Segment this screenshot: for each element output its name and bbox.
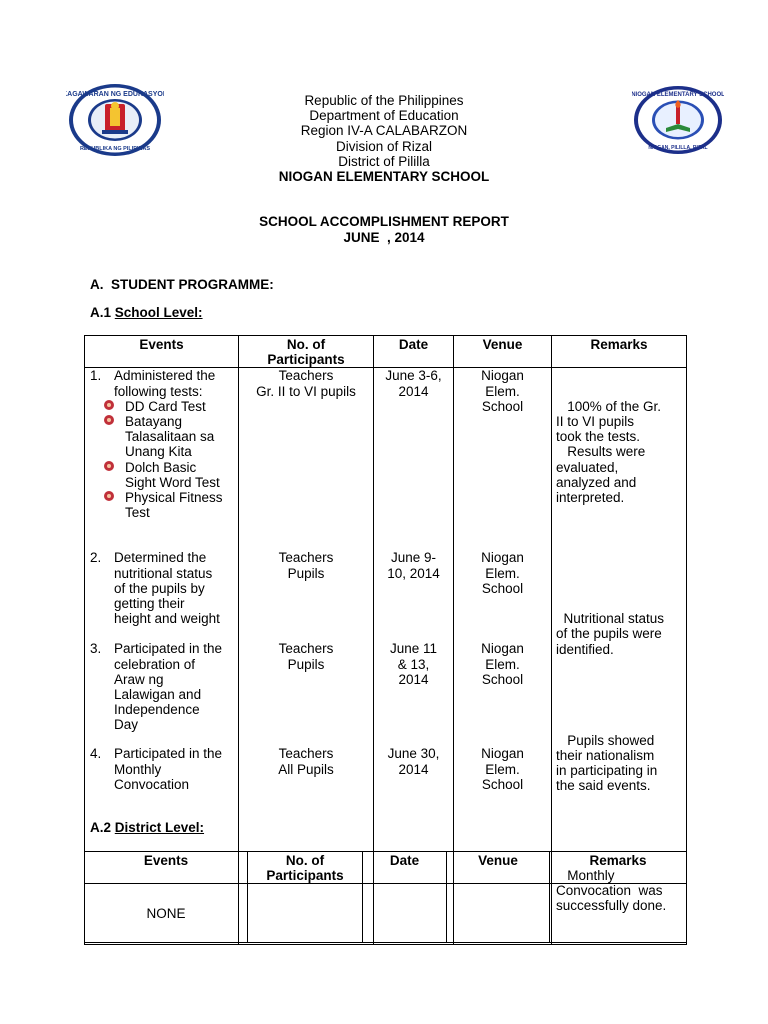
letterhead: [0, 93, 768, 184]
date-cell: [363, 884, 447, 943]
header-division: Division of Rizal: [335, 138, 433, 154]
col-date: Date: [374, 336, 454, 368]
col-events: Events: [85, 852, 248, 884]
header-department: Department of Education: [309, 108, 459, 124]
remarks-cell: [550, 884, 687, 943]
flower-bullet-icon: [102, 460, 125, 490]
report-title: SCHOOL ACCOMPLISHMENT REPORT: [259, 214, 509, 229]
svg-text:NIOGAN ELEMENTARY SCHOOL: NIOGAN ELEMENTARY SCHOOL: [632, 92, 724, 98]
flower-bullet-icon: [102, 490, 125, 520]
remarks-cell: 100% of the Gr. II to VI pupils took the tests. Results were evaluated, analyzed and interpreted. Nutritional status of the pupils were identified. Pupils showed their nationalism in participating in the said events. Monthly Convocation was successfully done.: [552, 368, 687, 945]
participants-cell: Teachers Gr. II to VI pupils Teachers Pupils Teachers Pupils Teachers All Pupils: [239, 368, 374, 945]
section-a1-label: School Level:: [114, 305, 203, 320]
venue-cell: [447, 884, 550, 943]
svg-text:REPUBLIKA NG PILIPINAS: REPUBLIKA NG PILIPINAS: [79, 146, 151, 152]
report-title-block: [0, 214, 768, 245]
header-region: Region IV-A CALABARZON: [300, 123, 468, 139]
flower-bullet-icon: [102, 399, 125, 414]
list-item: DD Card Test: [85, 399, 238, 414]
table-row: [85, 884, 687, 943]
col-date: Date: [363, 852, 447, 884]
list-item: Dolch Basic Sight Word Test: [85, 460, 238, 490]
header-country: Republic of the Philippines: [304, 93, 464, 108]
col-remarks: Remarks: [550, 852, 687, 884]
section-a1-heading: A.1 School Level:: [90, 305, 203, 320]
list-item: Batayang Talasalitaan sa Unang Kita: [85, 414, 238, 460]
events-cell: 1. Administered the following tests: DD Card Test Batayang Talasalitaan sa Unang Kita Dolch Basic Sight Word Test Physical Fitness Test 2. Determined the nutritional status of the pupils by getting their height and weight 3. Participated in the celebration of Araw ng Lalawigan and Independence Day 4. Participated in the Monthly Convocation: [85, 368, 239, 945]
list-item: Physical Fitness Test: [85, 490, 238, 520]
flower-bullet-icon: [102, 414, 125, 460]
col-participants: No. of Participants: [248, 852, 363, 884]
table-header-row: [85, 336, 687, 368]
col-venue: Venue: [454, 336, 552, 368]
col-participants: No. of Participants: [239, 336, 374, 368]
header-school-name: NIOGAN ELEMENTARY SCHOOL: [278, 169, 490, 185]
header-district: District of Pililla: [338, 153, 430, 169]
table-header-row: [85, 852, 687, 884]
col-remarks: Remarks: [552, 336, 687, 368]
date-cell: June 3-6, 2014 June 9- 10, 2014 June 11 & 13, 2014 June 30, 2014: [374, 368, 454, 945]
section-a2-heading: A.2 District Level:: [90, 820, 205, 835]
events-cell: NONE: [85, 884, 248, 943]
section-a2-label: District Level:: [114, 820, 205, 835]
participants-cell: [248, 884, 363, 943]
col-events: Events: [85, 336, 239, 368]
district-level-table: [84, 851, 687, 943]
col-venue: Venue: [447, 852, 550, 884]
svg-text:NIOGAN, PILILLA, RIZAL: NIOGAN, PILILLA, RIZAL: [648, 145, 708, 151]
section-a-heading: A. STUDENT PROGRAMME:: [90, 277, 274, 292]
report-month: JUNE , 2014: [343, 229, 425, 245]
svg-text:KAGAWARAN NG EDUKASYON: KAGAWARAN NG EDUKASYON: [66, 91, 164, 98]
venue-cell: Niogan Elem. School Niogan Elem. School Niogan Elem. School Niogan Elem. School: [454, 368, 552, 945]
